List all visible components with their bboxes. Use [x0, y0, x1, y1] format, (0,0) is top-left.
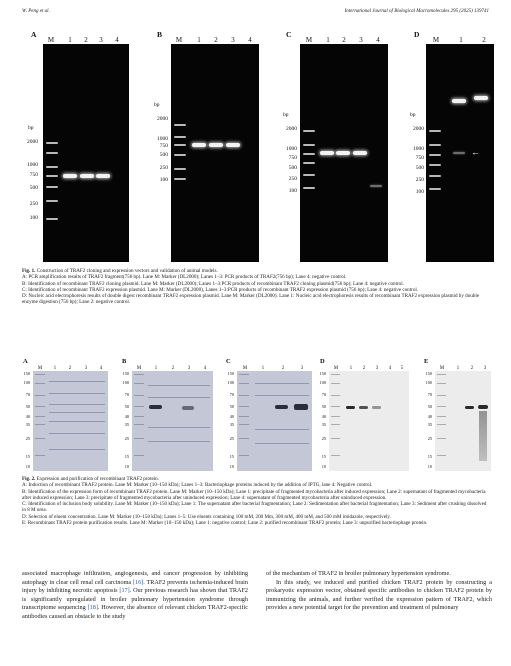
fig2d-blot [329, 371, 409, 471]
citation-link[interactable]: [16] [132, 578, 144, 586]
fig2c-gel [237, 371, 312, 471]
fig2-panel-letter: B [122, 358, 127, 365]
fig2-panel-letter: C [226, 358, 231, 365]
fig2e-blot [435, 371, 491, 471]
arrow-left-icon: ← [471, 147, 480, 157]
fig2b-gel [132, 371, 213, 471]
citation-link[interactable]: [17] [119, 587, 130, 595]
fig1b-gel [171, 44, 259, 262]
fig1a-gel [43, 44, 129, 262]
fig1-panel-letter: C [286, 30, 292, 39]
fig2-panel-letter: A [23, 358, 28, 365]
citation-link[interactable]: [18] [87, 604, 98, 612]
running-header-journal: International Journal of Biological Macromolecules 295 (2025) 139741 [344, 9, 489, 14]
body-text-left-column: associated macrophage infiltration, angiogenesis, and cancer progression by inhibiting autophagy in clear cell renal cell carcinoma [16]. TRAF2 prevents ischemia-induced brain injury by inhibiting necrotic apoptosis [17]. Our previous research has shown that TRAF2 is significantly upregulated in broiler pulmonary hypertension syndrome through transcriptome sequencing [18]. However, the absence of relevant chicken TRAF2-specific antibodies caused an obstacle to the study [22, 570, 248, 620]
fig2a-gel [33, 371, 108, 471]
fig1-panel-letter: D [414, 30, 420, 39]
fig1-panel-letter: A [31, 30, 37, 39]
body-text-right-column: of the mechanism of TRAF2 in broiler pulmonary hypertension syndrome. In this study, we induced and purified chicken TRAF2 protein by constructing a prokaryotic expression vector, obtained specific antibodies to chicken TRAF2 protein by immunizing the animals, and further verified the expression pattern of TRAF2, which provides a new potential target for the prevention and treatment of pulmonary [266, 570, 492, 612]
figure-2-caption: Fig. 2. Expression and purification of recombinant TRAF2 protein. A: Induction of recombinant TRAF2 protein. Lane M: Marker (10–150 kDa); Lanes 1–3: Bacteriophage proteins induced by the addition of IPTG, lane 4: Negative control. B: Identification of the expression form of recombinant TRAF2 protein. Lane M: Marker (10–150 kDa); Lane 1: precipitate of fragmented mycobacteria after induced expression; Lane 2: supernatant of fragmented mycobacteria after induced expression; Lane 3: precipitate of fragmented mycobacteria after uninduced expression; Lane 4: supernatant of fragmented mycobacteria after uninduced expression. C: Identification of inclusion body solubility. Lane M: Marker (10–150 kDa); Lane 1: The supernatant after bacterial fragmentation; Lane 2: Sedimentation after bacterial fragmentation; Lane 3: Sediment after crushing dissolved in 8 M urea. D: Selection of eluent concentration. Lane M: Marker (10–150 kDa); Lanes 1–5: Use eluents containing 100 mM, 200 Mm, 300 mM, 400 mM, and 500 mM imidazole, respectively. E: Recombinant TRAF2 protein purification results. Lane M: Marker (10–150 kDa); Lane 1: negative control; Lane 2: purified recombinant TRAF2 protein; Lane 3: unpurified bacteriophage protein. [22, 476, 487, 527]
fig2-panel-letter: D [320, 358, 325, 365]
fig1c-gel [300, 44, 388, 262]
fig2-panel-letter: E [424, 358, 429, 365]
fig1-panel-letter: B [157, 30, 163, 39]
running-header-author: W. Peng et al. [22, 9, 50, 14]
fig1d-gel [426, 44, 494, 262]
bp-unit-label: bp [28, 125, 34, 131]
figure-1-caption: Fig. 1. Construction of TRAF2 cloning and expression vectors and validation of animal models. A: PCR amplification results of TRAF2 fragment(756 bp). Lane M: Marker (DL2000); Lanes 1–3: PCR products of TRAF2(756 bp); Lane 4: negative control. B: Identification of recombinant TRAF2 cloning plasmid. Lane M: Marker (DL2000); Lanes 1–3:PCR products of recombinant TRAF2 cloning plasmid(756 bp); Lane 4: negative control. C: Identification of recombinant TRAF2 expression plasmid. Lane M: Marker (DL2000), Lanes 1–3:PCR products of recombinant TRAF2 expression plasmid (756 bp); Lane 4: negative control. D: Nucleic acid electrophoresis results of double digest recombinant TRAF2 expression plasmid. Lane M: Marker (DL2000). Lane 1: Nucleic acid electrophoresis results of recombinant TRAF2 expression plasmid by double enzyme digestion (756 bp); Lane 2: negative control. [22, 268, 480, 306]
